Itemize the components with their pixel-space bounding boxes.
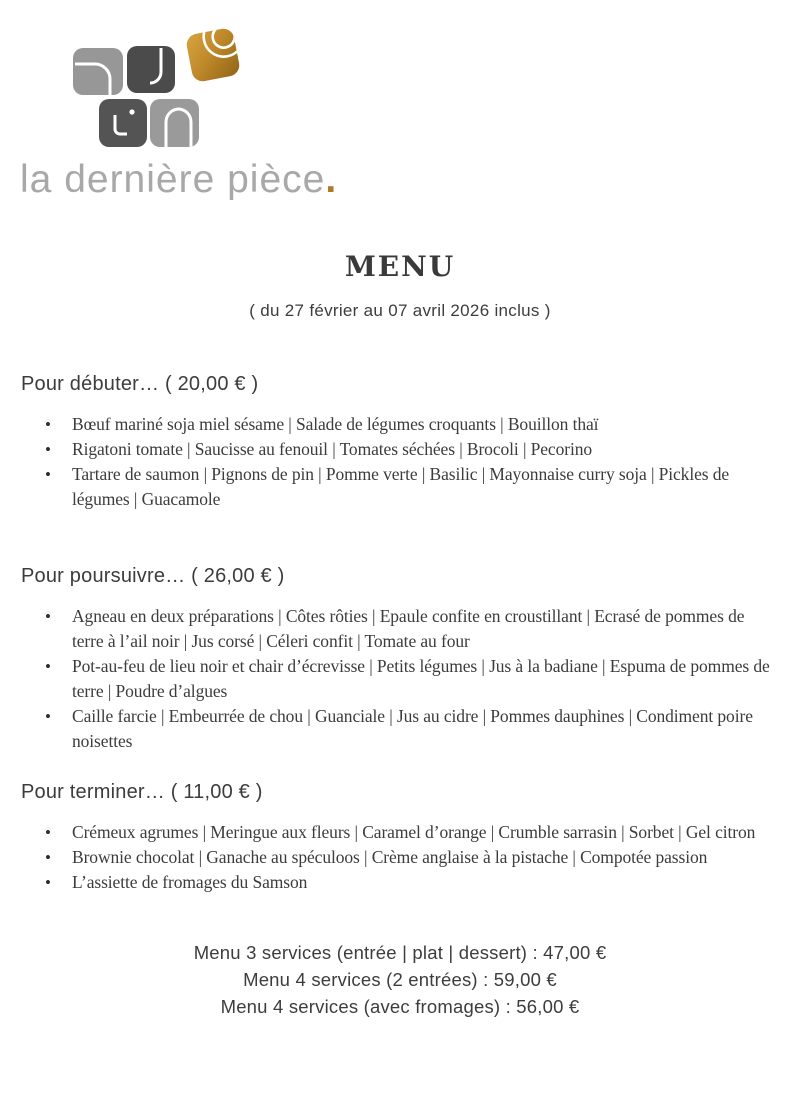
mains-list: [0, 604, 800, 754]
list-item: • L’assiette de fromages du Samson: [0, 870, 800, 895]
section-heading-starters: Pour débuter… ( 20,00 € ): [21, 373, 259, 395]
menu-price-line: Menu 3 services (entrée | plat | dessert) : 47,00 €: [193, 942, 607, 963]
section-desserts: [0, 780, 800, 895]
section-starters: [0, 372, 800, 512]
logo-square-gray2-icon: [150, 99, 199, 147]
logo-curve-icon: [127, 46, 175, 93]
logo: [0, 0, 800, 250]
list-item: • Caille farcie | Embeurrée de chou | Guanciale | Jus au cidre | Pommes dauphines | Condiment poire noisettes: [0, 704, 800, 754]
list-item: • Crémeux agrumes | Meringue aux fleurs | Caramel d’orange | Crumble sarrasin | Sorbet | Gel citron: [0, 820, 800, 845]
section-heading-mains: Pour poursuivre… ( 26,00 € ): [21, 565, 285, 587]
logo-curve-icon: [150, 99, 199, 147]
logo-square-dark-icon: [127, 46, 175, 93]
logo-square-dark2-icon: [99, 99, 147, 147]
brand-dot: .: [325, 158, 338, 201]
menu-price-line: Menu 4 services (avec fromages) : 56,00 €: [220, 996, 580, 1017]
list-item: • Tartare de saumon | Pignons de pin | Pomme verte | Basilic | Mayonnaise curry soja | Pickles de légumes | Guacamole: [0, 462, 800, 512]
section-heading-desserts: Pour terminer… ( 11,00 € ): [21, 781, 263, 803]
validity-dates: ( du 27 février au 07 avril 2026 inclus ): [249, 301, 551, 320]
list-item: • Pot-au-feu de lieu noir et chair d’écrevisse | Petits légumes | Jus à la badiane | Espuma de pommes de terre | Poudre d’algues: [0, 654, 800, 704]
list-item: • Agneau en deux préparations | Côtes rôties | Epaule confite en croustillant | Ecrasé de pommes de terre à l’ail noir | Jus corsé | Céleri confit | Tomate au four: [0, 604, 800, 654]
list-item: • Brownie chocolat | Ganache au spéculoos | Crème anglaise à la pistache | Compotée passion: [0, 845, 800, 870]
logo-square-gray-icon: [73, 48, 123, 95]
menu-price-line: Menu 4 services (2 entrées) : 59,00 €: [243, 969, 557, 990]
section-mains: [0, 564, 800, 754]
desserts-list: [0, 820, 800, 895]
menu-pricing: [0, 939, 800, 1020]
logo-curve-icon: [99, 99, 147, 147]
logo-square-gold-icon: [185, 27, 241, 83]
brand-text: la dernière pièce: [20, 158, 326, 201]
list-item: • Rigatoni tomate | Saucisse au fenouil | Tomates séchées | Brocoli | Pecorino: [0, 437, 800, 462]
brand-name: [20, 158, 337, 202]
list-item: • Bœuf mariné soja miel sésame | Salade de légumes croquants | Bouillon thaï: [0, 412, 800, 437]
starters-list: [0, 412, 800, 512]
logo-curve-icon: [73, 48, 123, 95]
logo-ripple-icon: [185, 27, 241, 83]
page-title: MENU: [344, 250, 456, 283]
